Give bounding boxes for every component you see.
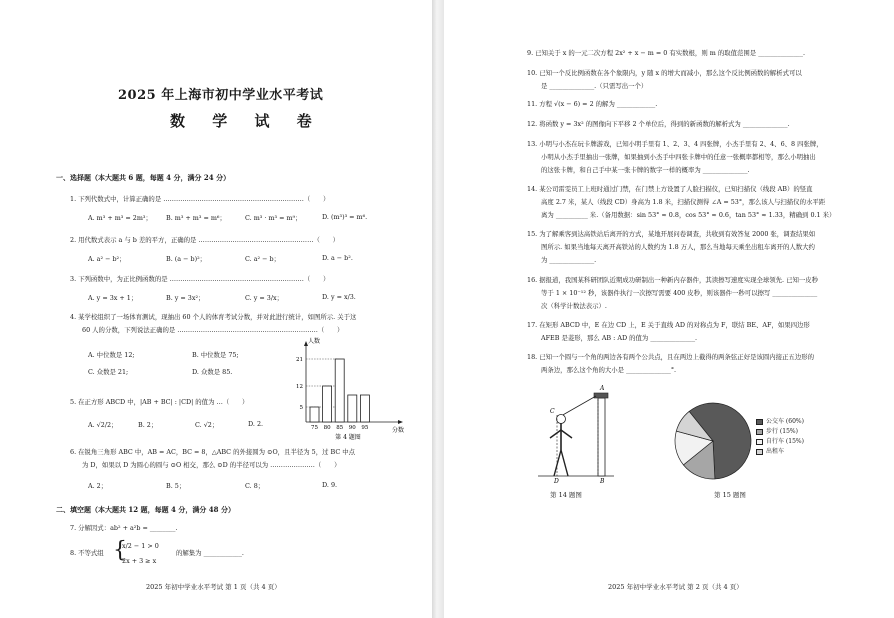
question-3-option-a: A. y = 3x + 1； bbox=[88, 294, 138, 302]
person-leg-left bbox=[554, 450, 561, 476]
question-6-line-1: 6. 在锐角三角形 ABC 中，AB = AC，BC = 8，△ABC 的外接圆为 ⊙O，且半径为 5，过 BC 中点 bbox=[70, 448, 356, 456]
question-10-line-1: 10. 已知一个反比例函数在各个象限内，y 随 x 的增大而减小，那么这个反比例函数的解析式可以 bbox=[527, 69, 802, 77]
bar bbox=[323, 386, 332, 422]
question-5-option-d: D. 2. bbox=[248, 420, 264, 428]
legend-item bbox=[756, 447, 804, 457]
question-8-prefix: 8. 不等式组 bbox=[70, 549, 104, 557]
question-4-option-a: A. 中位数是 12; bbox=[88, 351, 135, 359]
legend-swatch bbox=[756, 419, 763, 425]
x-tick-label: 90 bbox=[348, 425, 356, 431]
label-b: B bbox=[600, 478, 605, 485]
x-tick-label: 80 bbox=[323, 425, 331, 431]
label-a: A bbox=[600, 385, 605, 392]
person-head bbox=[557, 415, 566, 424]
question-4-line-2: 60 人的分数，下列说法正确的是 …………………………………………………………（ ） bbox=[82, 326, 344, 334]
page-gutter bbox=[432, 0, 444, 618]
figure-4-caption: 第 4 题图 bbox=[335, 434, 361, 441]
question-3-option-b: B. y = 3x²； bbox=[166, 294, 205, 302]
question-15-line-2: 图所示. 如果当地每天离开高铁站的人数约为 1.8 万人，那么当地每天乘坐出租车离开的人数大约 bbox=[541, 243, 815, 251]
x-axis-arrow-icon bbox=[398, 420, 403, 424]
question-17-line-2: AFEB 是菱形，那么 AB : AD 的值为 ______________. bbox=[541, 334, 698, 342]
y-tick-label: 5 bbox=[299, 405, 303, 411]
pie-chart-q15 bbox=[672, 400, 754, 482]
person-arm-right bbox=[561, 430, 572, 438]
pie-legend bbox=[756, 417, 804, 457]
legend-label: 步行 (15%) bbox=[766, 428, 798, 435]
question-8-inequality-1: x/2 − 1 > 0 bbox=[122, 542, 159, 550]
question-6-option-c: C. 8； bbox=[245, 482, 265, 490]
section-1-heading: 一、选择题（本大题共 6 题，每题 4 分，满分 24 分） bbox=[56, 173, 231, 182]
exam-title: 2025 年上海市初中学业水平考试 bbox=[118, 88, 324, 103]
question-12: 12. 将函数 y = 3x² 的图像向下平移 2 个单位后，得到的新函数的解析式为 ______________. bbox=[527, 120, 790, 128]
question-5-stem: 5. 在正方形 ABCD 中，|AB + BC| : |CD| 的值为 …（ ） bbox=[70, 398, 249, 406]
page-2-footer: 2025 年初中学业水平考试 第 2 页（共 4 页） bbox=[608, 583, 743, 591]
question-6-option-a: A. 2； bbox=[88, 482, 108, 490]
question-4-option-d: D. 众数是 85. bbox=[192, 368, 233, 376]
question-9: 9. 已知关于 x 的一元二次方程 2x² + x − m = 0 有实数根，则 m 的取值范围是 ______________. bbox=[527, 49, 805, 57]
question-4-option-b: B. 中位数是 75; bbox=[192, 351, 239, 359]
question-7: 7. 分解因式：ab² + a²b = ________. bbox=[70, 524, 178, 532]
exam-subtitle: 数 学 试 卷 bbox=[170, 112, 323, 130]
question-8-inequality-2: 2x + 3 ≥ x bbox=[122, 557, 157, 565]
legend-item bbox=[756, 417, 804, 427]
question-1-option-b: B. m³ + m³ = m⁶； bbox=[166, 214, 226, 222]
question-16-line-1: 16. 据报道，我国某科研团队近期成功研制出一种新内存器件，其读擦写速度实现全球领先. 已知一皮秒 bbox=[527, 276, 819, 284]
x-tick-label: 95 bbox=[361, 425, 369, 431]
bar bbox=[310, 407, 319, 422]
figure-14-diagram bbox=[536, 380, 616, 485]
question-1-option-a: A. m³ + m³ = 2m³； bbox=[88, 214, 152, 222]
bar bbox=[348, 395, 357, 422]
question-5-option-c: C. √2； bbox=[195, 421, 219, 429]
legend-item bbox=[756, 437, 804, 447]
label-d: D bbox=[554, 478, 559, 485]
scanner-head bbox=[594, 393, 608, 398]
bar bbox=[360, 395, 369, 422]
question-1-option-c: C. m³ · m³ = m⁹； bbox=[245, 214, 302, 222]
question-2-option-b: B. (a − b)²； bbox=[166, 255, 207, 263]
figure-14-caption: 第 14 题图 bbox=[550, 491, 582, 499]
y-tick-label: 21 bbox=[296, 357, 303, 363]
legend-swatch bbox=[756, 429, 763, 435]
exam-page-2 bbox=[444, 0, 894, 618]
question-14-line-1: 14. 某公司雷雯员工上班时通过门禁，在门禁上方设置了人脸扫描仪，已知扫描仪（线段 AB）的竖直 bbox=[527, 185, 813, 193]
question-5-option-b: B. 2； bbox=[138, 421, 158, 429]
sight-line bbox=[561, 396, 596, 416]
question-13-line-2: 小明从小杰手里抽出一张牌，如果抽到小杰手中四张卡牌中的任意一张概率都相等，那么小明抽出 bbox=[541, 153, 816, 161]
legend-label: 自行车 (15%) bbox=[766, 438, 804, 445]
question-1-option-d: D. (m³)³ = m⁶. bbox=[322, 213, 368, 221]
question-4-line-1: 4. 某学校组织了一场体育测试，现抽出 60 个人的体育考试分数，并对此进行统计，如图所示. 关于这 bbox=[70, 313, 357, 321]
question-10-line-2: 是 ______________.（只需写出一个） bbox=[541, 82, 648, 90]
question-4-option-c: C. 众数是 21; bbox=[88, 368, 129, 376]
question-2-option-a: A. a² − b²； bbox=[88, 255, 126, 263]
question-6-option-b: B. 5； bbox=[166, 482, 186, 490]
bar bbox=[335, 359, 344, 422]
x-axis-label: 分数 bbox=[392, 427, 405, 434]
question-13-line-3: 的这张卡牌，和自己手中某一张卡牌的数字一样的概率为 ______________. bbox=[541, 166, 750, 174]
question-2-option-d: D. a − b². bbox=[322, 254, 353, 262]
question-3-stem: 3. 下列函数中，为正比例函数的是 ………………………………………………………（ ） bbox=[70, 275, 330, 283]
legend-label: 出租车 bbox=[766, 448, 785, 455]
question-3-option-c: C. y = 3/x； bbox=[245, 294, 283, 302]
question-5-option-a: A. √2/2； bbox=[88, 421, 118, 429]
bar-chart-q4 bbox=[288, 336, 410, 442]
question-8-suffix: 的解集为 ____________. bbox=[176, 549, 244, 557]
question-1-stem: 1. 下列代数式中，计算正确的是 …………………………………………………………（ ） bbox=[70, 195, 330, 203]
question-17-line-1: 17. 在矩形 ABCD 中，E 在边 CD 上，E 关于直线 AD 的对称点为 F，联结 BE、AF，如果四边形 bbox=[527, 321, 810, 329]
question-15-line-1: 15. 为了解乘客到达高铁站后离开的方式，某地开展问卷调查，共收到有效答复 2000 张，调查结果如 bbox=[527, 230, 816, 238]
question-2-option-c: C. a² − b； bbox=[245, 255, 280, 263]
question-3-option-d: D. y = x/3. bbox=[322, 293, 356, 301]
figure-15-caption: 第 15 题图 bbox=[714, 491, 746, 499]
scanner-post bbox=[598, 398, 605, 476]
question-15-line-3: 为 ______________. bbox=[541, 256, 597, 264]
label-c: C bbox=[550, 408, 555, 415]
person-arm-left bbox=[550, 430, 561, 438]
question-18-line-1: 18. 已知一个圆与一个角的两边各有两个公共点，且在两边上截得的两条弦正好是该圆内接正五边形的 bbox=[527, 353, 814, 361]
page-1-footer: 2025 年初中学业水平考试 第 1 页（共 4 页） bbox=[146, 583, 281, 591]
question-18-line-2: 两条边，那么这个角的大小是 ______________°. bbox=[541, 366, 677, 374]
question-6-option-d: D. 9. bbox=[322, 481, 338, 489]
legend-swatch bbox=[756, 439, 763, 445]
legend-label: 公交车 (60%) bbox=[766, 418, 804, 425]
brace-icon: { bbox=[113, 538, 127, 563]
question-2-stem: 2. 用代数式表示 a 与 b 差的平方，正确的是 ………………………………………………（ ） bbox=[70, 236, 340, 244]
x-tick-label: 85 bbox=[336, 425, 344, 431]
question-16-line-3: 次（科学计数法表示）. bbox=[541, 302, 607, 310]
question-13-line-1: 13. 小明与小杰在玩卡牌游戏，已知小明手里有 1、2、3、4 四张牌，小杰手里有 2、4、6、8 四张牌， bbox=[527, 140, 823, 148]
question-11: 11. 方程 √(x − 6) = 2 的解为 ____________. bbox=[527, 100, 658, 108]
legend-swatch bbox=[756, 449, 763, 455]
y-axis-label: 人数 bbox=[308, 338, 321, 345]
question-16-line-2: 等于 1 × 10⁻¹² 秒，该器件执行一次擦写需要 400 皮秒，则该器件一秒可以擦写 ______________ bbox=[541, 289, 818, 297]
question-6-line-2: 为 D，如果以 D 为圆心的圆与 ⊙O 相交，那么 ⊙D 的半径可以为 …………………（ ） bbox=[82, 461, 341, 469]
y-tick-label: 12 bbox=[296, 384, 303, 390]
exam-page-1 bbox=[0, 0, 432, 618]
section-2-heading: 二、填空题（本大题共 12 题，每题 4 分，满分 48 分） bbox=[56, 505, 235, 514]
question-14-line-2: 高度 2.7 米，某人（线段 CD）身高为 1.8 米，扫描仪测得 ∠A = 53°，那么该人与扫描仪的水平距 bbox=[541, 198, 826, 206]
legend-item bbox=[756, 427, 804, 437]
question-14-line-3: 离为 __________ 米.（备用数据：sin 53° ≈ 0.8，cos 53° ≈ 0.6，tan 53° ≈ 1.33，精确到 0.1 米） bbox=[541, 211, 836, 219]
person-leg-right bbox=[561, 450, 568, 476]
x-tick-label: 75 bbox=[311, 425, 318, 431]
